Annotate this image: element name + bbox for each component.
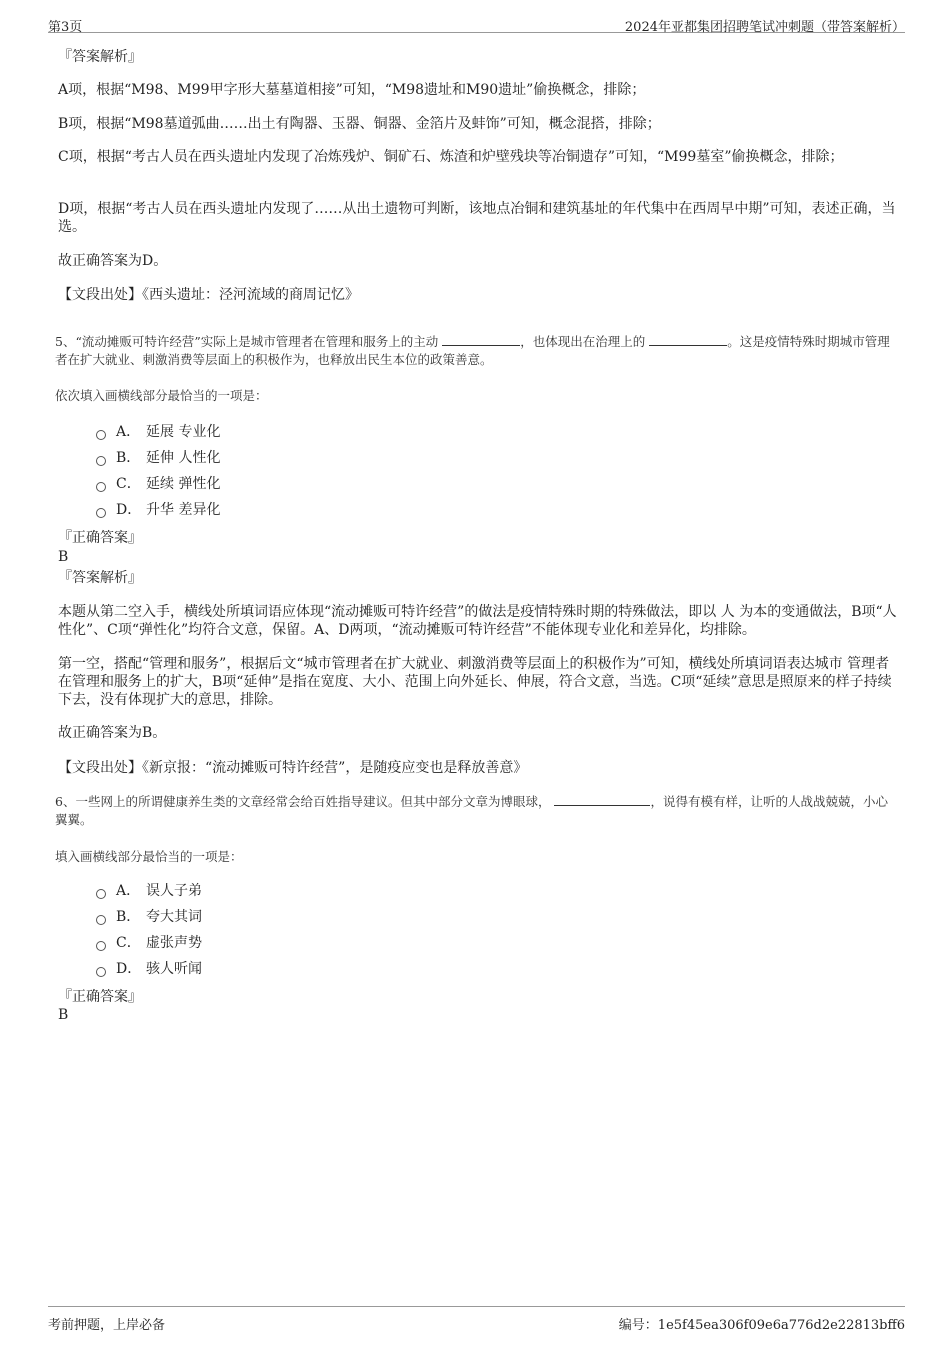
conclusion: 故正确答案为B。	[58, 725, 167, 741]
radio-icon[interactable]	[96, 482, 106, 492]
analysis-option-a: A项，根据“M98、M99甲字形大墓墓道相接”可知，“M98遗址和M90遗址”偷换概念，排除；	[58, 82, 646, 98]
source-citation: 【文段出处】《西头遗址：泾河流域的商周记忆》	[58, 287, 359, 303]
option-b[interactable]: B． 延伸 人性化	[96, 449, 220, 467]
blank-line	[649, 333, 727, 346]
page-header	[48, 12, 905, 33]
radio-icon[interactable]	[96, 915, 106, 925]
option-a[interactable]: A． 延展 专业化	[96, 423, 220, 441]
analysis-heading: 『答案解析』	[58, 570, 142, 586]
radio-icon[interactable]	[96, 456, 106, 466]
option-d[interactable]: D． 骇人听闻	[96, 960, 202, 978]
source-citation: 【文段出处】《新京报：“流动摊贩可特许经营”，是随疫应变也是释放善意》	[58, 760, 528, 776]
analysis-paragraph: 第一空，搭配“管理和服务”，根据后文“城市管理者在扩大就业、刺激消费等层面上的积极作为”可知，横线处所填词语表达城市 管理者在管理和服务上的扩大，B项“延伸”是指在宽度、大小、范围上向外延长、伸展，符合文意，当选。C项“延续”意思是照原来的样子持续下去，没有体现扩大的意思，排除。	[58, 656, 892, 708]
radio-icon[interactable]	[96, 889, 106, 899]
option-b[interactable]: B． 夸大其词	[96, 908, 202, 926]
analysis-option-b: B项，根据“M98墓道弧曲……出土有陶器、玉器、铜器、金箔片及蚌饰”可知，概念混搭，排除；	[58, 116, 661, 132]
conclusion: 故正确答案为D。	[58, 253, 168, 269]
radio-icon[interactable]	[96, 941, 106, 951]
radio-icon[interactable]	[96, 967, 106, 977]
option-c[interactable]: C． 延续 弹性化	[96, 475, 220, 493]
option-a[interactable]: A． 误人子弟	[96, 882, 202, 900]
page-number: 第3页	[48, 20, 83, 35]
question-instruction: 填入画横线部分最恰当的一项是：	[55, 849, 243, 864]
analysis-paragraph: 本题从第二空入手，横线处所填词语应体现“流动摊贩可特许经营”的做法是疫情特殊时期的特殊做法，即以 人 为本的变通做法，B项“人性化”、C项“弹性化”均符合文意，保留。A、D两项，“流动摊贩可特许经营”不能体现专业化和差异化，均排除。	[58, 604, 897, 638]
analysis-option-c: C项，根据“考古人员在西头遗址内发现了冶炼残炉、铜矿石、炼渣和炉壁残块等冶铜遗存”可知，“M99墓室”偷换概念，排除；	[58, 149, 844, 165]
answer-heading: 『正确答案』	[58, 989, 142, 1005]
option-c[interactable]: C． 虚张声势	[96, 934, 202, 952]
footer-slogan: 考前押题，上岸必备	[48, 1318, 166, 1333]
answer-value: B	[58, 1007, 69, 1023]
blank-line	[554, 793, 650, 806]
question-instruction: 依次填入画横线部分最恰当的一项是：	[55, 388, 268, 403]
question-stem: 5、“流动摊贩可特许经营”实际上是城市管理者在管理和服务上的主动 ，也体现出在治理上的 。这是疫情特殊时期城市管理者在扩大就业、刺激消费等层面上的积极作为，也释放出民生本位的政策善意。	[55, 334, 890, 367]
radio-icon[interactable]	[96, 508, 106, 518]
question-stem: 6、一些网上的所谓健康养生类的文章经常会给百姓指导建议。但其中部分文章为博眼球， ，说得有模有样，让听的人战战兢兢，小心翼翼。	[55, 794, 888, 827]
document-serial: 编号：1e5f45ea306f09e6a776d2e22813bff6	[618, 1318, 905, 1333]
option-d[interactable]: D． 升华 差异化	[96, 501, 220, 519]
page-footer	[48, 1306, 905, 1337]
analysis-option-d: D项，根据“考古人员在西头遗址内发现了……从出土遗物可判断，该地点冶铜和建筑基址的年代集中在西周早中期”可知，表述正确，当选。	[58, 201, 896, 235]
answer-value: B	[58, 549, 69, 565]
radio-icon[interactable]	[96, 430, 106, 440]
document-title: 2024年亚都集团招聘笔试冲刺题（带答案解析）	[624, 20, 905, 35]
analysis-heading: 『答案解析』	[58, 49, 142, 65]
answer-heading: 『正确答案』	[58, 530, 142, 546]
blank-line	[442, 333, 520, 346]
